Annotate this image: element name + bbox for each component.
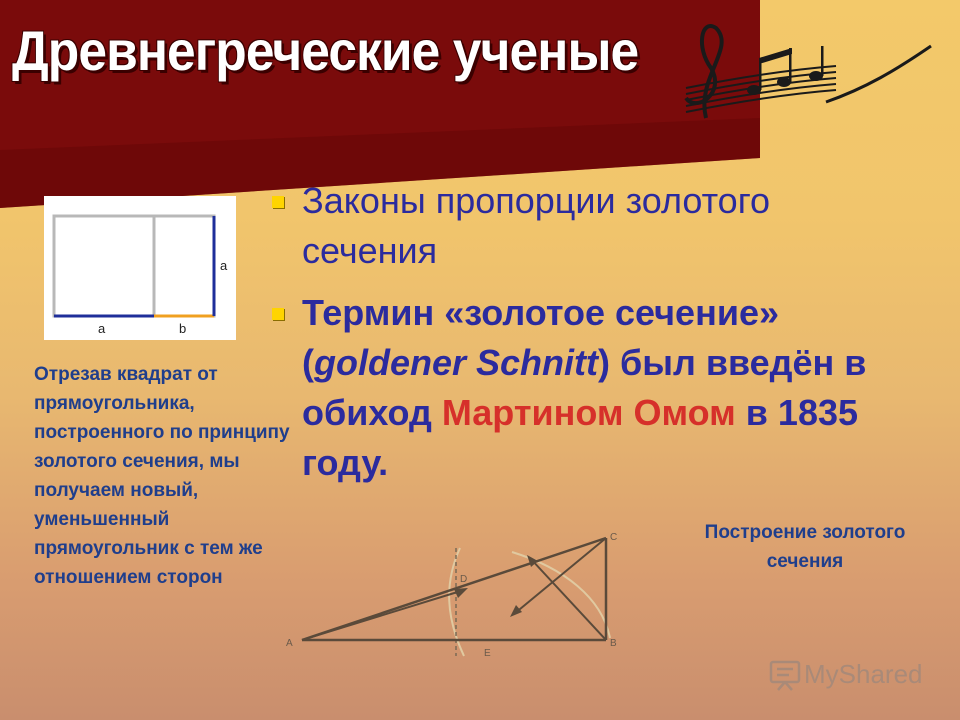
point-e-label: E [484, 648, 491, 659]
label-b-bottom: b [179, 321, 187, 336]
presentation-board-icon [771, 662, 799, 690]
label-a-right: a [220, 258, 228, 273]
bullet-list [270, 176, 910, 500]
construction-figure [284, 528, 624, 660]
point-b-label: B [610, 638, 617, 649]
watermark [768, 656, 928, 692]
bullet-2-highlight: Мартином Омом [441, 392, 736, 433]
rect-outline [54, 216, 214, 316]
bullet-square-icon [272, 196, 284, 208]
point-c-label: C [610, 532, 618, 543]
left-note: Отрезав квадрат от прямоугольника, построенного по принципу золотого сечения, мы получаем новый, уменьшенный прямоугольник с тем же отношением сторон [34, 364, 290, 588]
bullet-2-part3: в 1835 году. [302, 392, 859, 483]
page-title: Древнегреческие ученые [12, 19, 639, 82]
bullet-item-1 [270, 176, 910, 276]
construction-label: Построение золотого сечения [704, 522, 906, 572]
point-d-label: D [460, 574, 468, 585]
music-notes-icon [676, 18, 936, 128]
arrow-a-to-d [302, 590, 464, 640]
golden-rectangle-figure [44, 196, 236, 340]
bullet-item-2 [270, 288, 910, 488]
bullet-text-1: Законы пропорции золотого сечения [302, 180, 771, 271]
arrowhead-d [454, 588, 468, 598]
bullet-2-part2: ) был введён в обиход [302, 342, 867, 433]
label-a-bottom: a [98, 321, 106, 336]
arrowhead-inner [510, 605, 522, 617]
bullet-square-icon [272, 308, 284, 320]
bullet-2-italic: goldener Schnitt [314, 342, 599, 383]
watermark-text: MyShared [804, 659, 923, 689]
arrow-c-to-inner [514, 538, 606, 614]
point-a-label: A [286, 638, 293, 649]
bullet-2-part1: Термин «золотое сечение» ( [302, 292, 779, 383]
